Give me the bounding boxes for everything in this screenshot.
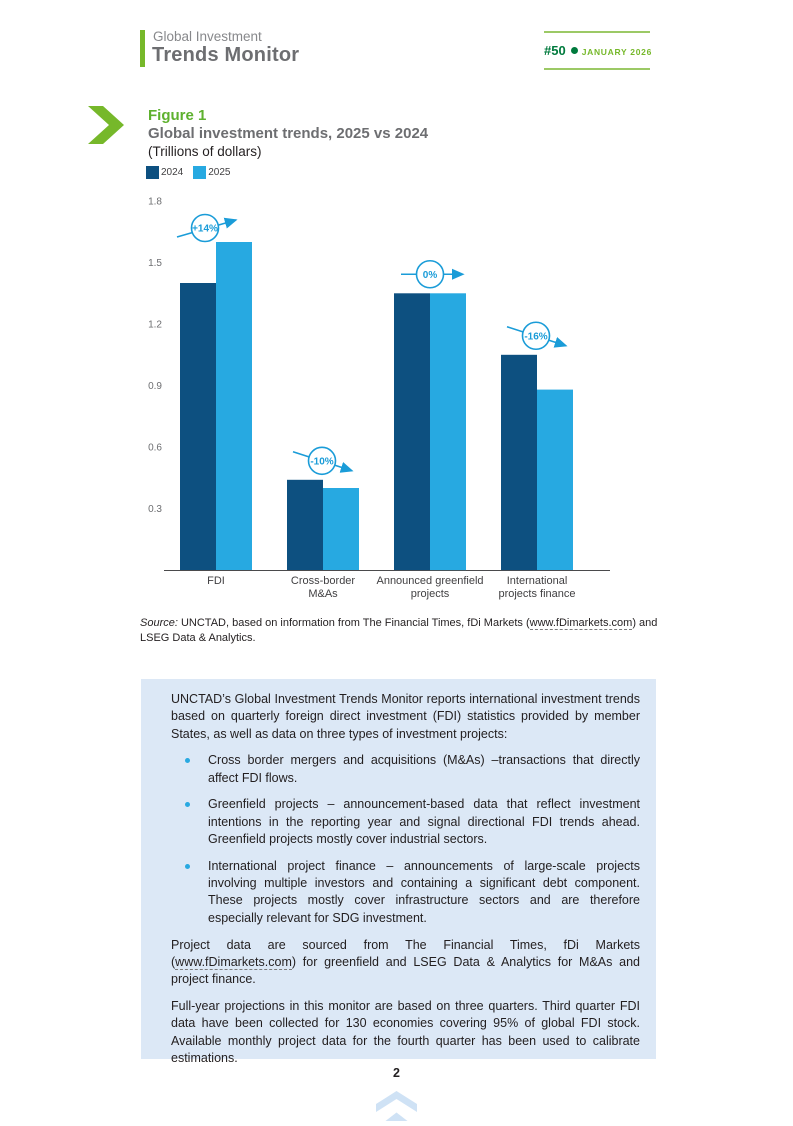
legend-label-2025: 2025 xyxy=(208,167,231,178)
info-fullyear: Full-year projections in this monitor are based on three quarters. Third quarter FDI data have been collected for 130 economies covering 95% of global FDI stock. Available monthly project data for the fourth quarter has been used to calibrate estimations. xyxy=(171,998,640,1065)
svg-text:0.9: 0.9 xyxy=(148,381,162,392)
fdimarkets-link-2[interactable]: www.fDimarkets.com xyxy=(175,954,292,969)
bullet-text: Greenfield projects – announcement-based data that reflect investment intentions in the reporting year and signal directional FDI trends ahead. Greenfield projects mostly cover industrial sectors. xyxy=(208,797,640,847)
figure-title: Global investment trends, 2025 vs 2024 xyxy=(148,125,429,142)
legend-item-2025 xyxy=(193,166,230,179)
legend-item-2024 xyxy=(146,166,183,179)
info-bullet-list xyxy=(171,752,640,927)
issue-date: JANUARY 2026 xyxy=(581,47,652,57)
chevron-right-icon xyxy=(88,106,130,149)
project-data-text: Project data are sourced from The Financial Times, fDi Markets ( xyxy=(171,937,640,969)
svg-text:-16%: -16% xyxy=(524,331,548,343)
bullet-text: International project finance – announcements of large-scale projects involving multiple investors and containing a significant debt component. These projects mostly cover infrastructure sectors and are therefore especially relevant for SDG investment. xyxy=(208,858,640,925)
header-title: Trends Monitor xyxy=(152,44,300,66)
figure-subtitle: (Trillions of dollars) xyxy=(148,144,262,159)
bullet-item-mas xyxy=(171,752,640,787)
bullet-dot-icon xyxy=(185,864,190,869)
header-kicker: Global Investment xyxy=(153,29,262,44)
bullet-text: Cross border mergers and acquisitions (M&As) –transactions that directly affect FDI flows. xyxy=(208,753,640,785)
svg-text:0.3: 0.3 xyxy=(148,504,162,515)
source-text-after: ) and LSEG Data & Analytics. xyxy=(140,617,658,644)
svg-text:1.8: 1.8 xyxy=(148,196,162,208)
source-note xyxy=(140,616,658,645)
svg-text:projects finance: projects finance xyxy=(498,588,576,600)
figure1-bar-chart xyxy=(140,192,612,606)
svg-text:projects: projects xyxy=(410,588,450,600)
info-intro: UNCTAD’s Global Investment Trends Monitor reports international investment trends based on quarterly foreign direct investment (FDI) statistics provided by member States, as well as data on three types of investment projects: xyxy=(171,692,640,741)
svg-text:0.6: 0.6 xyxy=(148,442,162,454)
svg-text:-10%: -10% xyxy=(310,456,334,468)
svg-text:0%: 0% xyxy=(422,269,438,281)
chart-legend xyxy=(146,166,241,179)
svg-text:1.5: 1.5 xyxy=(148,258,162,269)
svg-text:Announced greenfield: Announced greenfield xyxy=(376,575,484,587)
source-text: UNCTAD, based on information from The Financial Times, fDi Markets ( xyxy=(177,617,530,629)
legend-swatch-2024 xyxy=(146,166,159,179)
figure-label: Figure 1 xyxy=(148,107,207,124)
header-accent-bar xyxy=(140,30,145,67)
bullet-dot-icon xyxy=(185,802,190,807)
fdimarkets-link[interactable]: www.fDimarkets.com xyxy=(529,617,633,629)
issue-number: #50 xyxy=(544,43,566,58)
project-data-text-after: ) for greenfield and LSEG Data & Analytics for M&As and project finance. xyxy=(171,954,640,987)
bullet-item-project-finance xyxy=(171,858,640,927)
info-box xyxy=(141,679,656,1065)
source-prefix: Source: xyxy=(140,617,178,629)
issue-dot-icon xyxy=(571,47,578,54)
issue-box xyxy=(544,31,650,70)
svg-text:M&As: M&As xyxy=(308,588,338,600)
svg-text:Cross-border: Cross-border xyxy=(290,575,356,587)
svg-text:International: International xyxy=(506,575,568,587)
bullet-dot-icon xyxy=(185,758,190,763)
svg-text:1.2: 1.2 xyxy=(148,319,162,331)
info-project-data xyxy=(171,937,640,989)
page-number: 2 xyxy=(393,1066,400,1080)
legend-label-2024: 2024 xyxy=(161,167,184,178)
legend-swatch-2025 xyxy=(193,166,206,179)
bullet-item-greenfield xyxy=(171,796,640,848)
svg-text:+14%: +14% xyxy=(192,223,218,235)
svg-text:FDI: FDI xyxy=(207,575,225,587)
